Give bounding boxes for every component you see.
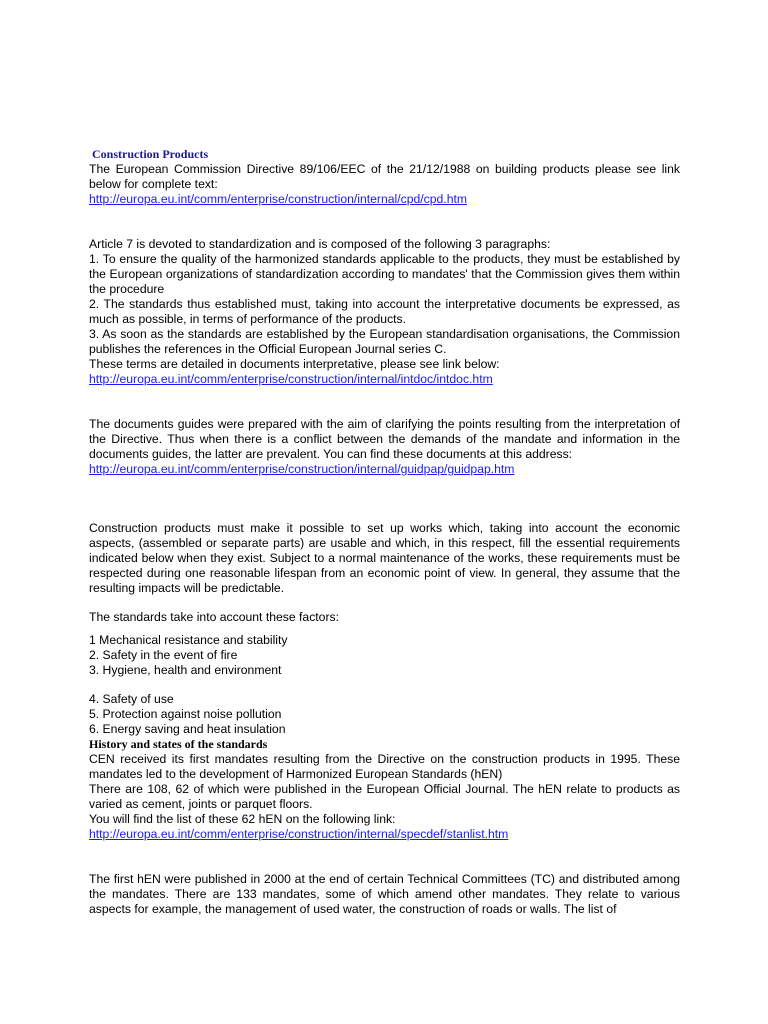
factors-list-b	[89, 692, 680, 737]
directive-intro: The European Commission Directive 89/106/EEC of the 21/12/1988 on building products please see link below for complete text:	[89, 162, 680, 191]
heading-history-standards: History and states of the standards	[89, 737, 268, 751]
requirements-text: Construction products must make it possible to set up works which, taking into account the economic aspects, (assembled or separate parts) are usable and which, in this respect, fill the essential requirements indicated below when they exist. Subject to a normal maintenance of the works, these requirements must be respected during one reasonable lifespan from an economic point of view. In general, they assume that the resulting impacts will be predictable.	[89, 521, 680, 595]
factors-intro: The standards take into account these factors:	[89, 610, 339, 624]
guides-text: The documents guides were prepared with the aim of clarifying the points resulting from the interpretation of the Directive. Thus when there is a conflict between the demands of the mandate and information in the documents guides, the latter are prevalent. You can find these documents at this address:	[89, 417, 680, 461]
list-item: 6. Energy saving and heat insulation	[89, 722, 286, 736]
article7-para2: 2. The standards thus established must, taking into account the interpretative documents be expressed, as much as possible, in terms of performance of the products.	[89, 297, 680, 326]
factors-list-a	[89, 633, 680, 678]
list-item: 4. Safety of use	[89, 692, 174, 706]
list-item: 5. Protection against noise pollution	[89, 707, 282, 721]
history-para2: There are 108, 62 of which were published in the European Official Journal. The hEN relate to products as varied as cement, joints or parquet floors.	[89, 782, 680, 811]
heading-construction-products: Construction Products	[92, 147, 209, 161]
link-intdoc[interactable]: http://europa.eu.int/comm/enterprise/construction/internal/intdoc/intdoc.htm	[89, 372, 493, 386]
list-item: 3. Hygiene, health and environment	[89, 663, 282, 677]
link-cpd[interactable]: http://europa.eu.int/comm/enterprise/construction/internal/cpd/cpd.htm	[89, 192, 468, 206]
link-stanlist[interactable]: http://europa.eu.int/comm/enterprise/construction/internal/specdef/stanlist.htm	[89, 827, 509, 841]
terms-text: These terms are detailed in documents interpretative, please see link below:	[89, 357, 500, 371]
article7-para3: 3. As soon as the standards are established by the European standardisation organisations, the Commission publishes the references in the Official European Journal series C.	[89, 327, 680, 356]
history-para3: You will find the list of these 62 hEN on the following link:	[89, 812, 396, 826]
article7-para1: 1. To ensure the quality of the harmonized standards applicable to the products, they must be established by the European organizations of standardization according to mandates' that the Commission gives them within the procedure	[89, 252, 680, 296]
article7-intro: Article 7 is devoted to standardization and is composed of the following 3 paragraphs:	[89, 237, 551, 251]
history-para1: CEN received its first mandates resulting from the Directive on the construction products in 1995. These mandates led to the development of Harmonized European Standards (hEN)	[89, 752, 680, 781]
document-page	[89, 147, 680, 917]
link-guidpap[interactable]: http://europa.eu.int/comm/enterprise/construction/internal/guidpap/guidpap.htm	[89, 462, 515, 476]
list-item: 1 Mechanical resistance and stability	[89, 633, 288, 647]
list-item: 2. Safety in the event of fire	[89, 648, 238, 662]
first-hen-text: The first hEN were published in 2000 at the end of certain Technical Committees (TC) and distributed among the mandates. There are 133 mandates, some of which amend other mandates. They relate to various aspects for example, the management of used water, the construction of roads or walls. The list of	[89, 872, 680, 916]
